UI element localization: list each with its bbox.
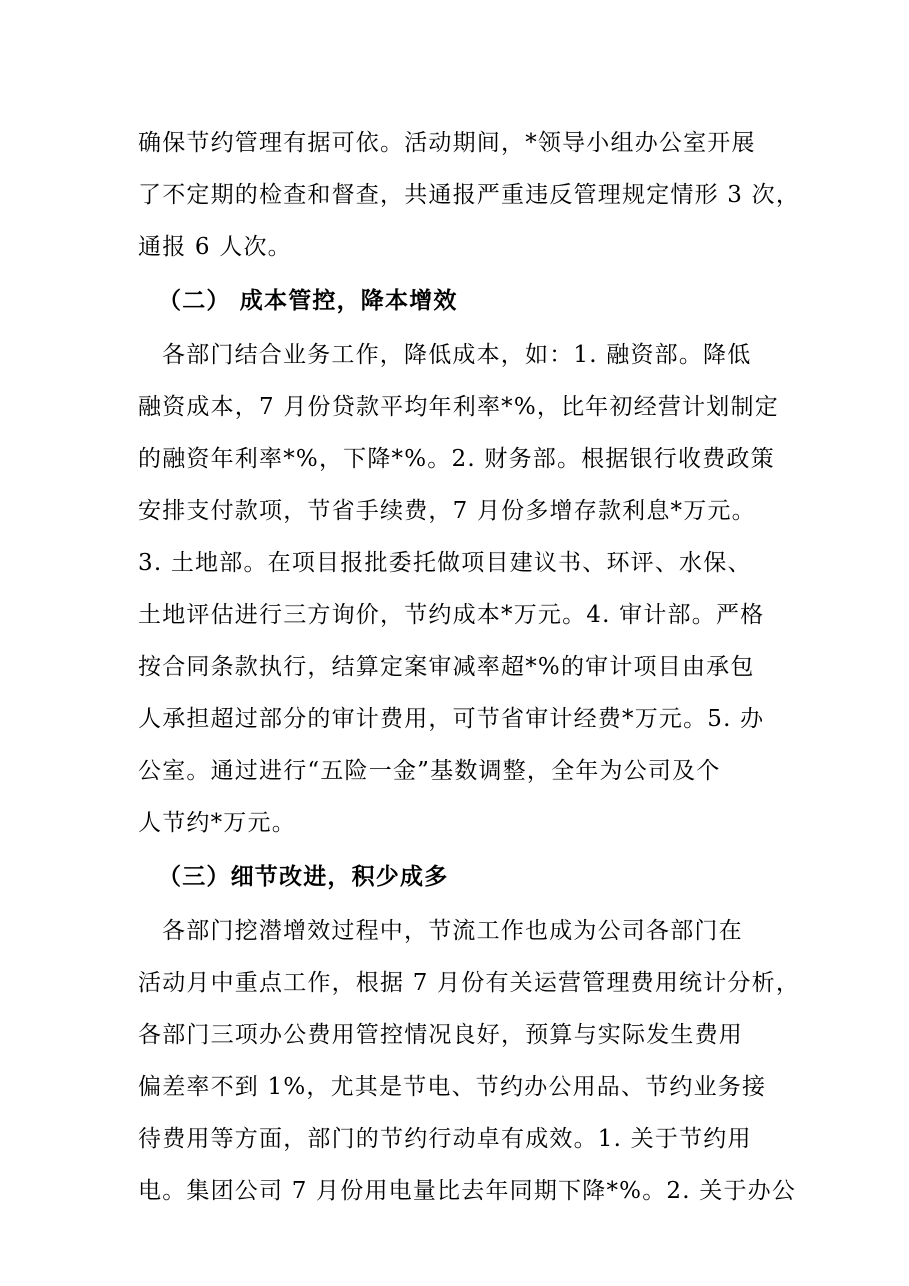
paragraph-line: 各部门挖潜增效过程中，节流工作也成为公司各部门在 [162,918,743,944]
paragraph-line: 按合同条款执行，结算定案审减率超*%的审计项目由承包 [138,654,755,680]
paragraph-line: 待费用等方面，部门的节约行动卓有成效。1. 关于节约用 [138,1126,752,1152]
section-heading: （三）细节改进，积少成多 [158,863,449,890]
section-heading: （二） 成本管控，降本增效 [158,287,458,314]
paragraph-line: 各部门三项办公费用管控情况良好，预算与实际发生费用 [138,1022,743,1048]
paragraph-line: 确保节约管理有据可依。活动期间，*领导小组办公室开展 [138,130,756,156]
paragraph-line: 人承担超过部分的审计费用，可节省审计经费*万元。5. 办 [138,706,765,732]
paragraph-line: 安排支付款项，节省手续费，7 月份多增存款利息*万元。 [138,498,756,524]
paragraph-line: 电。集团公司 7 月份用电量比去年同期下降*%。2. 关于办公 [138,1178,797,1204]
paragraph-line: 各部门结合业务工作，降低成本，如：1. 融资部。降低 [162,342,752,368]
paragraph-line: 3. 土地部。在项目报批委托做项目建议书、环评、水保、 [138,550,752,576]
paragraph-line: 人节约*万元。 [138,810,296,836]
paragraph-line: 偏差率不到 1%，尤其是节电、节约办公用品、节约业务接 [138,1074,767,1100]
paragraph-line: 通报 6 人次。 [138,234,292,260]
paragraph-line: 的融资年利率*%，下降*%。2. 财务部。根据银行收费政策 [138,446,775,472]
paragraph-line: 了不定期的检查和督查，共通报严重违反管理规定情形 3 次， [138,182,801,208]
paragraph-line: 活动月中重点工作，根据 7 月份有关运营管理费用统计分析， [138,970,801,996]
paragraph-line: 融资成本，7 月份贷款平均年利率*%，比年初经营计划制定 [138,394,779,420]
paragraph-line: 公室。通过进行“五险一金”基数调整，全年为公司及个 [138,758,721,784]
paragraph-line: 土地评估进行三方询价，节约成本*万元。4. 审计部。严格 [138,602,765,628]
